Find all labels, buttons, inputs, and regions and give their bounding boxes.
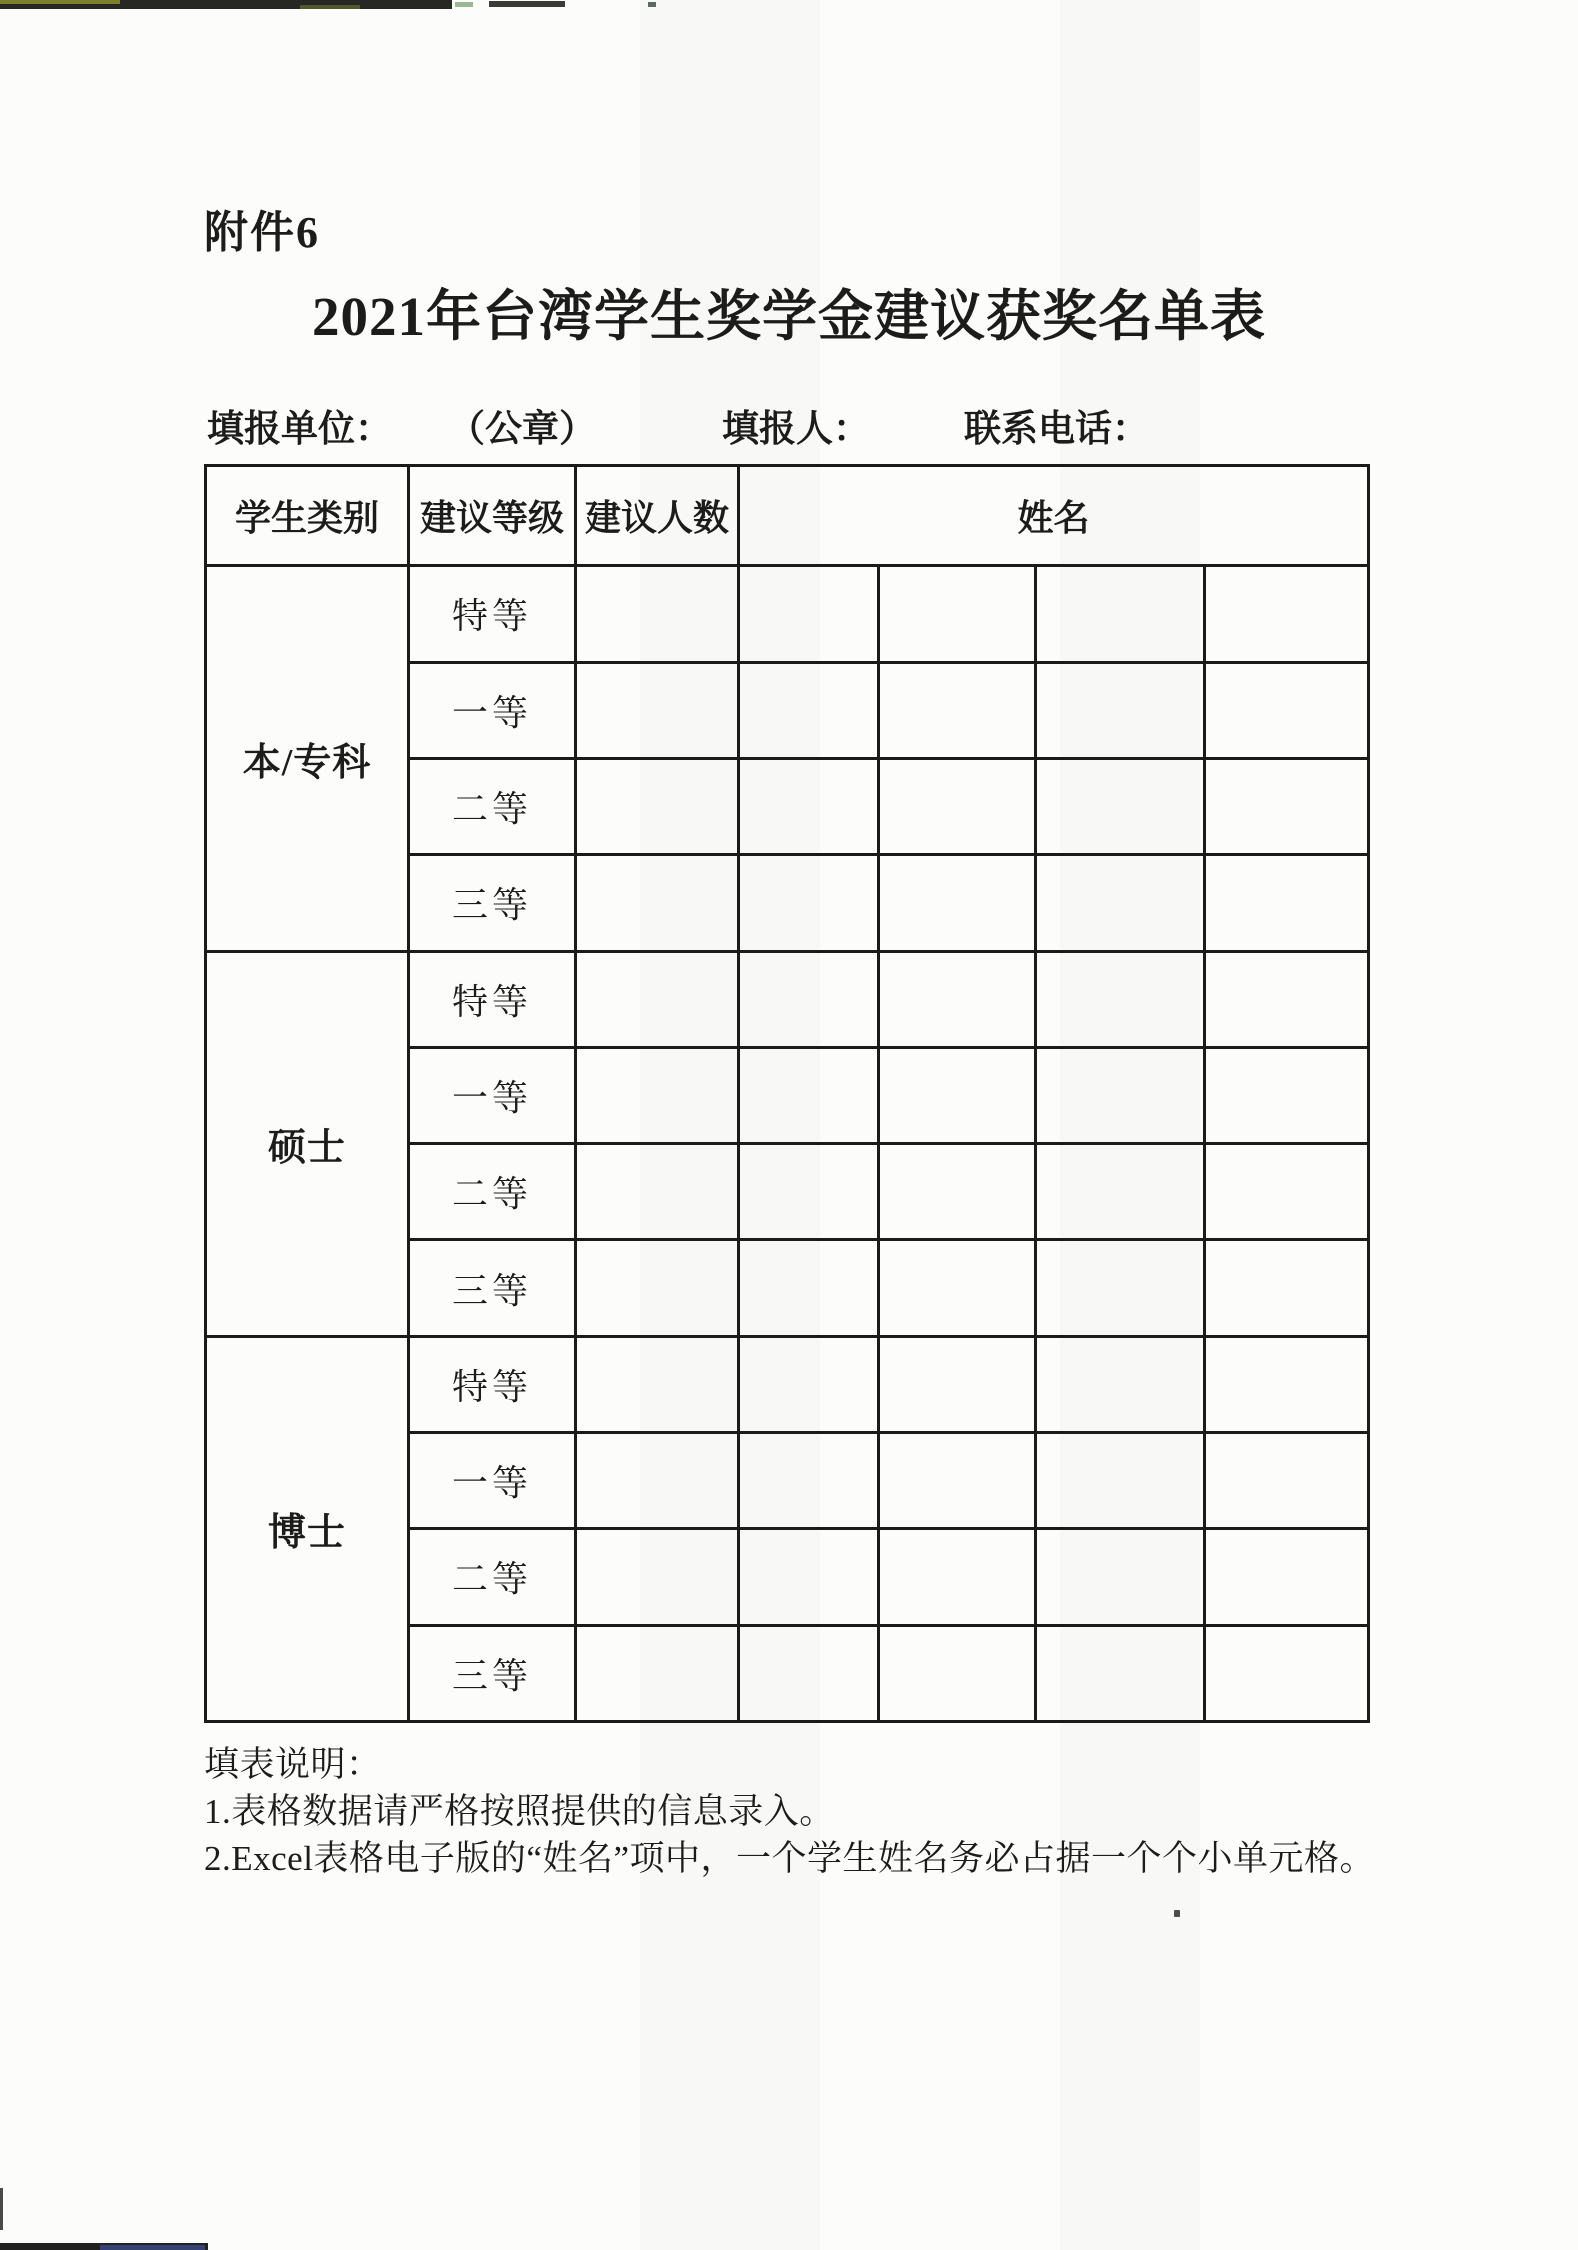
name-cell — [1036, 1047, 1205, 1143]
name-cell — [1205, 1144, 1369, 1240]
scan-artifact-top-speck — [648, 2, 656, 7]
name-cell — [739, 1336, 879, 1432]
name-cell — [739, 951, 879, 1047]
name-cell — [1036, 662, 1205, 758]
grade-cell: 特等 — [409, 566, 576, 662]
grade-cell: 二等 — [409, 1529, 576, 1625]
name-cell — [879, 1047, 1036, 1143]
name-cell — [739, 758, 879, 854]
grade-cell: 二等 — [409, 1144, 576, 1240]
name-cell — [879, 1529, 1036, 1625]
count-cell — [576, 1047, 739, 1143]
note-item: 2.Excel表格电子版的“姓名”项中，一个学生姓名务必占据一个个小单元格。 — [204, 1839, 1375, 1878]
count-cell — [576, 758, 739, 854]
note-item: 1.表格数据请严格按照提供的信息录入。 — [204, 1792, 835, 1831]
name-cell — [879, 1144, 1036, 1240]
name-cell — [1205, 1240, 1369, 1336]
name-cell — [879, 1625, 1036, 1721]
scan-artifact-left-edge — [0, 2188, 3, 2230]
count-cell — [576, 1432, 739, 1528]
name-cell — [1036, 566, 1205, 662]
name-cell — [1036, 1432, 1205, 1528]
name-cell — [1205, 855, 1369, 951]
name-cell — [879, 951, 1036, 1047]
name-cell — [1205, 1336, 1369, 1432]
scan-artifact-top-fringe — [300, 5, 360, 9]
grade-cell: 特等 — [409, 951, 576, 1047]
scan-artifact-bottom-fringe — [100, 2245, 205, 2250]
name-cell — [1205, 1529, 1369, 1625]
notes-heading: 填表说明： — [204, 1745, 382, 1784]
grade-cell: 三等 — [409, 855, 576, 951]
name-cell — [879, 1432, 1036, 1528]
award-list-table — [204, 464, 1370, 1723]
name-cell — [1036, 1336, 1205, 1432]
filling-unit-label: 填报单位： — [207, 409, 392, 450]
attachment-label: 附件6 — [204, 208, 320, 257]
count-cell — [576, 662, 739, 758]
scan-artifact-top-segment — [489, 1, 565, 7]
grade-cell: 一等 — [409, 1047, 576, 1143]
count-cell — [576, 1529, 739, 1625]
name-cell — [739, 1047, 879, 1143]
name-cell — [739, 566, 879, 662]
count-cell — [576, 1240, 739, 1336]
name-cell — [739, 1625, 879, 1721]
count-cell — [576, 855, 739, 951]
count-cell — [576, 1625, 739, 1721]
col-header-student-category: 学生类别 — [206, 466, 409, 566]
grade-cell: 三等 — [409, 1625, 576, 1721]
name-cell — [739, 1432, 879, 1528]
name-cell — [1036, 1144, 1205, 1240]
name-cell — [879, 855, 1036, 951]
name-cell — [1036, 855, 1205, 951]
name-cell — [739, 1529, 879, 1625]
col-header-suggested-grade: 建议等级 — [409, 466, 576, 566]
count-cell — [576, 1144, 739, 1240]
grade-cell: 三等 — [409, 1240, 576, 1336]
name-cell — [739, 1240, 879, 1336]
contact-phone-label: 联系电话： — [964, 409, 1149, 450]
filler-name-label: 填报人： — [722, 409, 870, 450]
count-cell — [576, 1336, 739, 1432]
scan-artifact-top-fringe — [0, 0, 120, 4]
name-cell — [739, 662, 879, 758]
name-cell — [879, 662, 1036, 758]
name-cell — [1205, 662, 1369, 758]
official-seal-label: （公章） — [448, 409, 596, 450]
grade-cell: 一等 — [409, 662, 576, 758]
name-cell — [1036, 1240, 1205, 1336]
name-cell — [1205, 951, 1369, 1047]
name-cell — [1036, 951, 1205, 1047]
name-cell — [1036, 758, 1205, 854]
name-cell — [879, 1240, 1036, 1336]
name-cell — [1205, 566, 1369, 662]
name-cell — [879, 566, 1036, 662]
count-cell — [576, 951, 739, 1047]
category-cell-undergraduate: 本/专科 — [206, 566, 409, 951]
col-header-suggested-count: 建议人数 — [576, 466, 739, 566]
name-cell — [1205, 1432, 1369, 1528]
col-header-names: 姓名 — [739, 466, 1369, 566]
scan-artifact-top-segment — [455, 2, 473, 7]
name-cell — [879, 1336, 1036, 1432]
name-cell — [879, 758, 1036, 854]
grade-cell: 特等 — [409, 1336, 576, 1432]
name-cell — [739, 855, 879, 951]
category-cell-doctor: 博士 — [206, 1336, 409, 1721]
count-cell — [576, 566, 739, 662]
name-cell — [1205, 758, 1369, 854]
grade-cell: 二等 — [409, 758, 576, 854]
form-notes — [204, 1741, 1375, 1882]
name-cell — [1036, 1529, 1205, 1625]
grade-cell: 一等 — [409, 1432, 576, 1528]
category-cell-master: 硕士 — [206, 951, 409, 1336]
name-cell — [1205, 1625, 1369, 1721]
name-cell — [1205, 1047, 1369, 1143]
name-cell — [1036, 1625, 1205, 1721]
name-cell — [739, 1144, 879, 1240]
page-title: 2021年台湾学生奖学金建议获奖名单表 — [311, 286, 1266, 347]
scan-speck — [1174, 1910, 1180, 1917]
